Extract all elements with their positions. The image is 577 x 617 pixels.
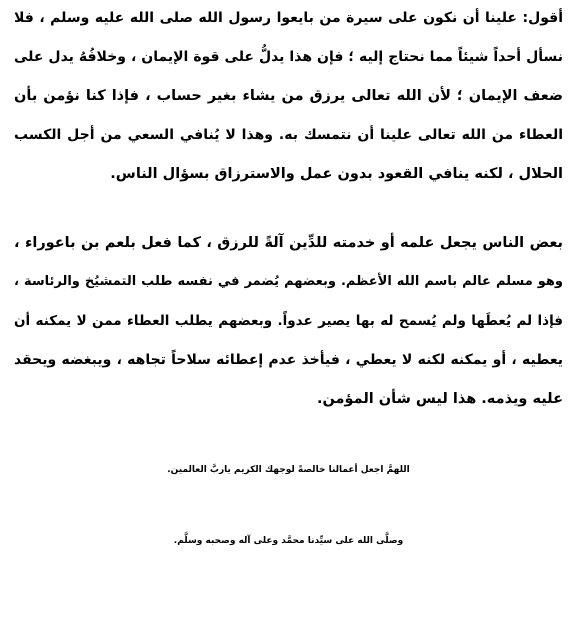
paragraph-1-line-1: أقول: علينا أن نكون على سيرة من بايعوا رسول الله صلى الله عليه وسلم ، فلا: [14, 10, 563, 26]
paragraph-1-line-5: الحلال ، لكنه ينافي القعود بدون عمل والاسترزاق بسؤال الناس.: [110, 166, 563, 182]
paragraph-2-line-3: فإذا لم يُعطَها ولم يُسمح له بها يصير عدواً. وبعضهم يطلب العطاء ممن لا يمكنه أن: [14, 313, 563, 329]
paragraph-1-line-2: نسأل أحداً شيئاً مما نحتاج إليه ؛ فإن هذا يدلُّ على قوة الإيمان ، وخلافُهُ يدل على: [14, 49, 563, 65]
paragraph-1-line-4: العطاء من الله تعالى علينا أن نتمسك به. وهذا لا يُنافي السعي من أجل الكسب: [14, 127, 563, 143]
paragraph-2-line-5: عليه ويذمه. هذا ليس شأن المؤمن.: [317, 391, 563, 407]
prayer-line: اللهمَّ اجعل أعمالنا خالصةً لوجهك الكريم ياربَّ العالمين.: [167, 465, 410, 475]
paragraph-2-line-2: وهو مسلم عالم باسم الله الأعظم. وبعضهم يُضمر في نفسه طلب التمشيُخ والرئاسة ،: [14, 274, 563, 289]
closing-line: وصلَّى الله على سيِّدنا محمَّد وعلى آله وصحبه وسلَّم.: [173, 536, 404, 546]
paragraph-1-line-3: ضعف الإيمان ؛ لأن الله تعالى يرزق من يشاء بغير حساب ، فإذا كنا نؤمن بأن: [14, 88, 563, 104]
paragraph-2-line-1: بعض الناس يجعل علمه أو خدمته للدِّين آلةً للرزق ، كما فعل بلعم بن باعوراء ،: [14, 235, 563, 251]
paragraph-2-line-4: يعطيه ، أو يمكنه لكنه لا يعطي ، فيأخذ عدم إعطائه سلاحاً تجاهه ، ويبغضه ويحقد: [14, 352, 563, 368]
